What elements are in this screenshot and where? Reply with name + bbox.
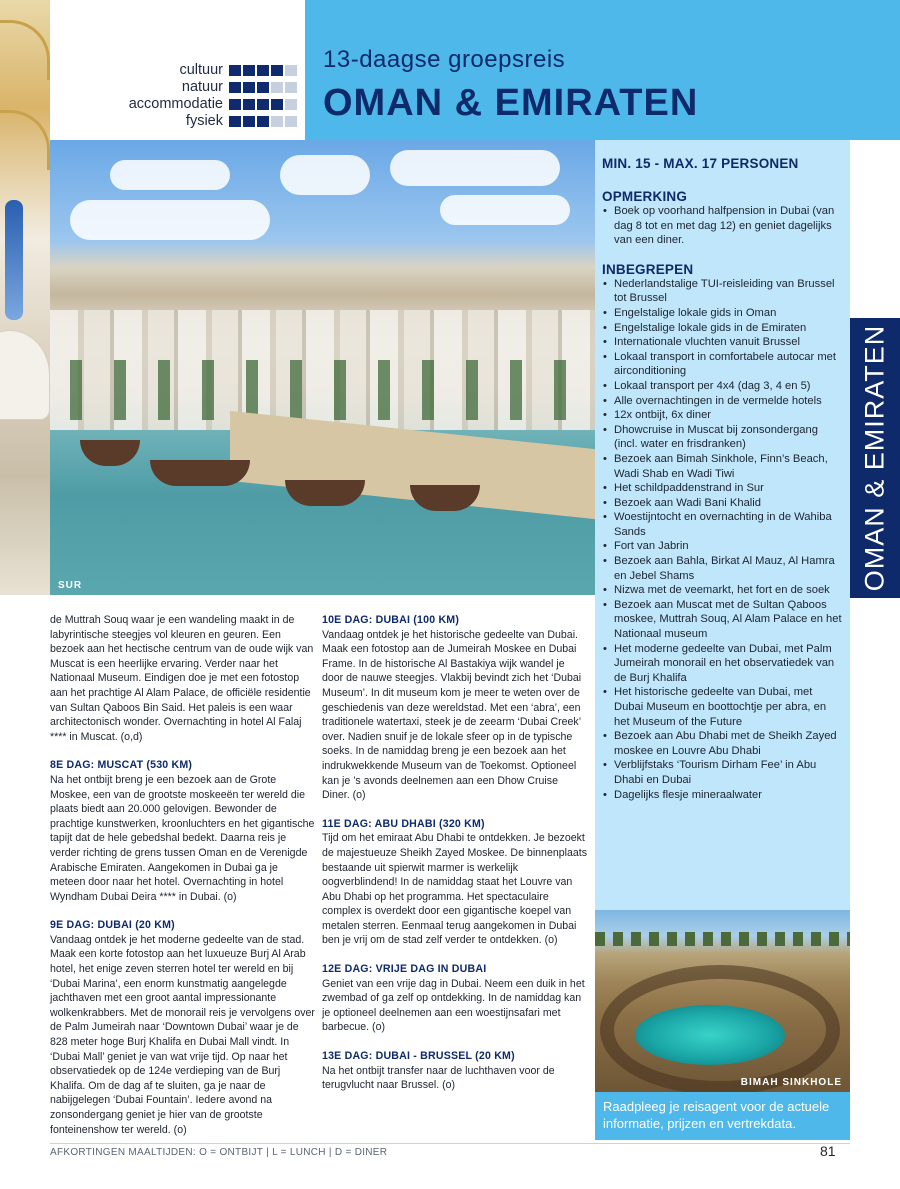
rating-square-filled bbox=[257, 65, 269, 76]
rating-square-empty bbox=[285, 65, 297, 76]
list-item: • Bezoek aan Wadi Bani Khalid bbox=[602, 496, 843, 511]
list-item: • Het schildpaddenstrand in Sur bbox=[602, 481, 843, 496]
side-label: OMAN & EMIRATEN bbox=[859, 324, 890, 592]
footer-rule bbox=[50, 1143, 850, 1144]
rating-square-filled bbox=[243, 65, 255, 76]
list-item: • Internationale vluchten vanuit Brussel bbox=[602, 335, 843, 350]
day-heading: 9E DAG: DUBAI (20 KM) bbox=[50, 919, 175, 932]
included-heading: INBEGREPEN bbox=[602, 261, 694, 277]
list-item: • Boek op voorhand halfpension in Dubai (van dag 8 tot en met dag 12) en geniet dagelijks van een diner. bbox=[602, 204, 843, 248]
list-item: • 12x ontbijt, 6x diner bbox=[602, 408, 843, 423]
day-text: Na het ontbijt breng je een bezoek aan de Grote Moskee, een van de grootste moskeeën ter wereld die plaats biedt aan 20.000 gelovigen. Bewonder de prachtige kunstwerken, kroonluchters en het gigantische tapijt dat de hele gebedshal bedekt. Daarna reis je verder richting de grens tussen Oman en de Verenigde Arabische Emiraten. Aangekomen in Dubai ga je meteen door naar het hotel. Overnachting in hotel Wyndham Dubai Deira **** in Dubai. (o) bbox=[50, 773, 315, 903]
list-item: • Dagelijks flesje mineraalwater bbox=[602, 788, 843, 803]
day-heading: 8E DAG: MUSCAT (530 KM) bbox=[50, 759, 193, 772]
rating-label: fysiek bbox=[185, 113, 223, 129]
dome-decoration bbox=[0, 330, 50, 420]
cloud bbox=[280, 155, 370, 195]
list-item: • Het historische gedeelte van Dubai, met Dubai Museum en boottochtje per abra, en het Museum of the Future bbox=[602, 685, 843, 729]
day-heading: 12E DAG: VRIJE DAG IN DUBAI bbox=[322, 963, 487, 976]
rating-squares bbox=[229, 65, 297, 76]
info-panel bbox=[595, 140, 850, 910]
list-item: • Lokaal transport in comfortabele autocar met airconditioning bbox=[602, 350, 843, 379]
rating-square-empty bbox=[285, 99, 297, 110]
day-text: Na het ontbijt transfer naar de luchthaven voor de terugvlucht naar Brussel. (o) bbox=[322, 1064, 555, 1092]
rating-square-empty bbox=[285, 116, 297, 127]
included-list bbox=[602, 277, 843, 802]
list-item: • Nizwa met de veemarkt, het fort en de soek bbox=[602, 583, 843, 598]
rating-square-empty bbox=[271, 116, 283, 127]
day-heading: 11E DAG: ABU DHABI (320 KM) bbox=[322, 817, 485, 830]
photo-caption: SUR bbox=[58, 580, 83, 591]
cta-text: Raadpleeg je reisagent voor de actuele informatie, prijzen en vertrekdata. bbox=[603, 1099, 830, 1131]
sinkhole-pool bbox=[635, 1005, 785, 1065]
rating-square-empty bbox=[271, 82, 283, 93]
list-item: • Woestijntocht en overnachting in de Wahiba Sands bbox=[602, 510, 843, 539]
rating-square-filled bbox=[229, 65, 241, 76]
list-item: • Nederlandstalige TUI-reisleiding van Brussel tot Brussel bbox=[602, 277, 843, 306]
list-item: • Bezoek aan Abu Dhabi met de Sheikh Zayed moskee en Louvre Abu Dhabi bbox=[602, 729, 843, 758]
arch-decoration bbox=[0, 20, 50, 80]
remarks-list bbox=[602, 204, 843, 248]
list-item: • Verblijfstaks ‘Tourism Dirham Fee’ in Abu Dhabi en Dubai bbox=[602, 758, 843, 787]
cta-box bbox=[595, 1092, 850, 1140]
side-tab bbox=[850, 318, 900, 598]
day-text: Geniet van een vrije dag in Dubai. Neem een duik in het zwembad of ga zelf op ontdekking. In de namiddag kan je optioneel deelnemen aan een woestijnsafari met barbecue. (o) bbox=[322, 977, 585, 1034]
photo-caption: BIMAH SINKHOLE bbox=[740, 1077, 842, 1088]
dhow-boat bbox=[285, 480, 365, 506]
rating-square-empty bbox=[285, 82, 297, 93]
dhow-boat bbox=[410, 485, 480, 511]
remark-heading: OPMERKING bbox=[602, 189, 688, 204]
trip-subtitle: 13-daagse groepsreis bbox=[323, 46, 566, 73]
rating-square-filled bbox=[257, 99, 269, 110]
rating-square-filled bbox=[243, 82, 255, 93]
list-item: • Fort van Jabrin bbox=[602, 539, 843, 554]
rating-row bbox=[186, 113, 297, 129]
itinerary-column-1 bbox=[50, 613, 315, 1151]
header-banner bbox=[305, 0, 900, 140]
list-item: • Alle overnachtingen in de vermelde hotels bbox=[602, 394, 843, 409]
rating-row bbox=[182, 79, 297, 95]
rating-label: accommodatie bbox=[128, 96, 223, 112]
rating-label: cultuur bbox=[179, 62, 223, 78]
list-item: • Bezoek aan Bahla, Birkat Al Mauz, Al Hamra en Jebel Shams bbox=[602, 554, 843, 583]
rating-square-filled bbox=[229, 116, 241, 127]
rating-box bbox=[50, 0, 305, 140]
rating-squares bbox=[229, 82, 297, 93]
rating-square-filled bbox=[271, 65, 283, 76]
cloud bbox=[110, 160, 230, 190]
day-heading: 13E DAG: DUBAI - BRUSSEL (20 KM) bbox=[322, 1050, 515, 1063]
day-text: Vandaag ontdek je het historische gedeelte van Dubai. Maak een fotostop aan de Jumeirah Moskee en Dubai Frame. In de historische Al Bastakiya wijk wandel je door de nauwe steegjes. Vlakbij bevindt zich het ‘Dubai Museum’. In dit museum kom je meer te weten over de geschiedenis van deze wereldstad. Met een ‘abra’, een traditionele watertaxi, steek je de zeearm ‘Dubai Creek’ over. Nadien snuif je de lokale sfeer op in de typische soeks. In de namiddag breng je een bezoek aan het indrukwekkende Museum van de Toekomst. Optioneel kan je ’s avonds deelnemen aan een Dhow Cruise Diner. (o) bbox=[322, 628, 582, 802]
list-item: • Dhowcruise in Muscat bij zonsondergang (incl. water en frisdranken) bbox=[602, 423, 843, 452]
rating-square-filled bbox=[257, 116, 269, 127]
rating-square-filled bbox=[229, 82, 241, 93]
list-item: • Lokaal transport per 4x4 (dag 3, 4 en 5) bbox=[602, 379, 843, 394]
arch-decoration bbox=[0, 110, 50, 170]
dhow-boat bbox=[150, 460, 250, 486]
dhow-boat bbox=[80, 440, 140, 466]
mosque-photo-strip bbox=[0, 0, 50, 595]
palm-trees bbox=[50, 360, 595, 420]
list-item: • Engelstalige lokale gids in Oman bbox=[602, 306, 843, 321]
day-heading: 10E DAG: DUBAI (100 KM) bbox=[322, 614, 460, 626]
meal-abbreviations: AFKORTINGEN MAALTIJDEN: O = ONTBIJT | L = LUNCH | D = DINER bbox=[50, 1147, 388, 1158]
cloud bbox=[70, 200, 270, 240]
rating-row bbox=[179, 62, 297, 78]
cloud bbox=[440, 195, 570, 225]
rating-square-filled bbox=[243, 116, 255, 127]
blue-tile-decoration bbox=[5, 200, 23, 320]
rating-label: natuur bbox=[181, 79, 223, 95]
rating-squares bbox=[229, 116, 297, 127]
rating-row bbox=[129, 96, 297, 112]
list-item: • Bezoek aan Muscat met de Sultan Qaboos moskee, Muttrah Souq, Al Alam Palace en het Nationaal museum bbox=[602, 598, 843, 642]
day-text: Tijd om het emiraat Abu Dhabi te ontdekken. Je bezoekt de majestueuze Sheikh Zayed Moskee. De binnenplaats bestaande uit spierwit marmer is werkelijk oogverblindend! In de namiddag staat het Louvre van Abu Dhabi op het programma. Het spectaculaire complex is overdekt door een gigantische koepel van metalen sterren. Eenmaal terug aangekomen in Dubai ben je vrij om de stad zelf verder te ontdekken. (o) bbox=[322, 832, 588, 947]
page-number: 81 bbox=[820, 1143, 836, 1159]
cloud bbox=[390, 150, 560, 186]
rating-square-filled bbox=[229, 99, 241, 110]
trip-title: OMAN & EMIRATEN bbox=[323, 82, 699, 124]
trees bbox=[595, 932, 850, 946]
itinerary-column-2 bbox=[322, 613, 587, 1107]
rating-square-filled bbox=[243, 99, 255, 110]
list-item: • Engelstalige lokale gids in de Emiraten bbox=[602, 321, 843, 336]
bimah-sinkhole-photo bbox=[595, 910, 850, 1092]
rating-square-filled bbox=[271, 99, 283, 110]
rating-squares bbox=[229, 99, 297, 110]
day-text: de Muttrah Souq waar je een wandeling maakt in de labyrintische steegjes vol kleuren en geuren. Een bezoek aan het hectische centrum van de oude wijk van Muscat is een heerlijke ervaring. Verder naar het Nationaal Museum. Eindigen doe je met een fotostop aan het prachtige Al Alam Palace, de officiële residentie van Sultan Qaboos Bin Said. Het paleis is een waar architectonisch wonder. Overnachting in hotel Al Falaj **** in Muscat. (o,d) bbox=[50, 614, 314, 743]
sur-harbour-photo bbox=[50, 140, 595, 595]
list-item: • Bezoek aan Bimah Sinkhole, Finn’s Beach, Wadi Shab en Wadi Tiwi bbox=[602, 452, 843, 481]
rating-square-filled bbox=[257, 82, 269, 93]
day-text: Vandaag ontdek je het moderne gedeelte van de stad. Maak een korte fotostop aan het luxueuze Burj Al Arab hotel, het enige zeven sterren hotel ter wereld en bij ‘Dubai Marina’, een enorm kunstmatig aangelegde jachthaven met een groot aantal impressionante wolkenkrabbers. Met de monorail reis je vervolgens over de Palm Jumeirah naar ‘Downtown Dubai’ waar je de 828 meter hoge Burj Khalifa en Dubai Mall vindt. In ‘Dubai Mall’ geniet je van wat vrije tijd. Op naar het observatiedek op de 124e verdieping van de Burj Khalifa. Om de dag af te sluiten, ga je naar de nabijgelegen ‘Dubai Fountain’. Iedere avond na zonsondergang geniet je hier van de grootste fonteinenshow ter wereld. (o) bbox=[50, 933, 315, 1136]
list-item: • Het moderne gedeelte van Dubai, met Palm Jumeirah monorail en het observatiedek van de Burj Khalifa bbox=[602, 642, 843, 686]
group-size: MIN. 15 - MAX. 17 PERSONEN bbox=[602, 156, 799, 171]
